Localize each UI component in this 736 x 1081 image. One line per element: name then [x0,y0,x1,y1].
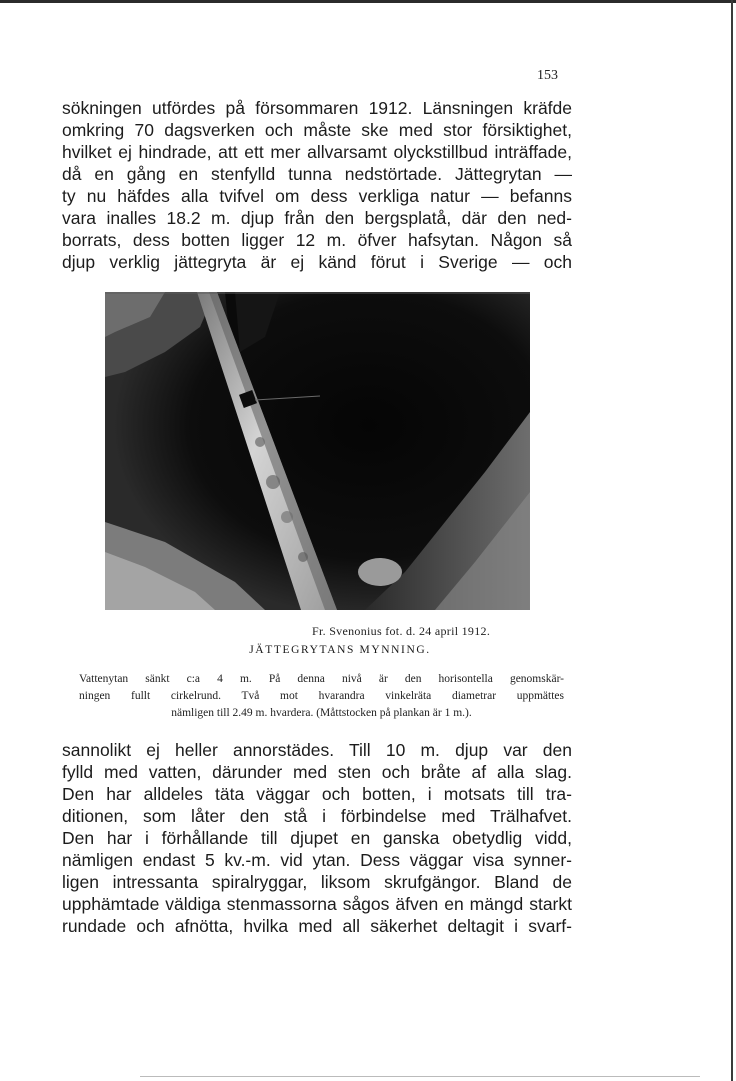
text-line: omkring 70 dagsverken och måste ske med stor försiktighet, [62,120,572,140]
text-line: ty nu häfdes alla tvifvel om dess verkliga natur — befanns [62,186,572,206]
text-line: då en gång en stenfylld tunna nedstörtade. Jättegrytan — [62,164,572,184]
text-line: ditionen, som låter den stå i förbindelse med Trälhafvet. [62,806,572,826]
paragraph-top [62,97,572,273]
text-line: rundade och afnötta, hvilka med all säkerhet deltagit i svarf- [62,916,572,936]
scan-edge-bottom [140,1076,700,1077]
pothole-photograph [105,292,530,610]
paragraph-bottom [62,739,572,937]
text-line: sannolikt ej heller annorstädes. Till 10 m. djup var den [62,740,572,760]
text-line: borrats, dess botten ligger 12 m. öfver hafsytan. Någon så [62,230,572,250]
caption-line: Vattenytan sänkt c:a 4 m. På denna nivå är den horisontella genomskär- [79,673,564,685]
text-line: hvilket ej hindrade, att ett mer allvarsamt olyckstillbud inträffade, [62,142,572,162]
scan-edge-right [731,0,733,1081]
text-line: Den har alldeles täta väggar och botten, i motsats till tra- [62,784,572,804]
text-line: vara inalles 18.2 m. djup från den bergsplatå, där den ned- [62,208,572,228]
text-line: djup verklig jättegryta är ej känd förut i Sverige — och [62,252,572,272]
figure-title: JÄTTEGRYTANS MYNNING. [249,644,431,656]
caption-line: ningen fullt cirkelrund. Två mot hvarandra vinkelräta diametrar uppmättes [79,690,564,702]
caption-line: nämligen till 2.49 m. hvardera. (Måttstocken på plankan är 1 m.). [171,707,472,719]
text-line: sökningen utfördes på försommaren 1912. Länsningen kräfde [62,98,572,118]
page-number: 153 [537,68,558,83]
text-line: ligen intressanta spiralryggar, liksom skrufgängor. Bland de [62,872,572,892]
text-line: nämligen endast 5 kv.-m. vid ytan. Dess väggar visa synner- [62,850,572,870]
photo-credit: Fr. Svenonius fot. d. 24 april 1912. [312,624,491,638]
text-line: fylld med vatten, därunder med sten och bråte af alla slag. [62,762,572,782]
text-line: Den har i förhållande till djupet en ganska obetydlig vidd, [62,828,572,848]
figure-caption [79,671,564,722]
text-line: upphämtade väldiga stenmassorna sågos äfven en mängd starkt [62,894,572,914]
scan-edge-top [0,0,736,3]
